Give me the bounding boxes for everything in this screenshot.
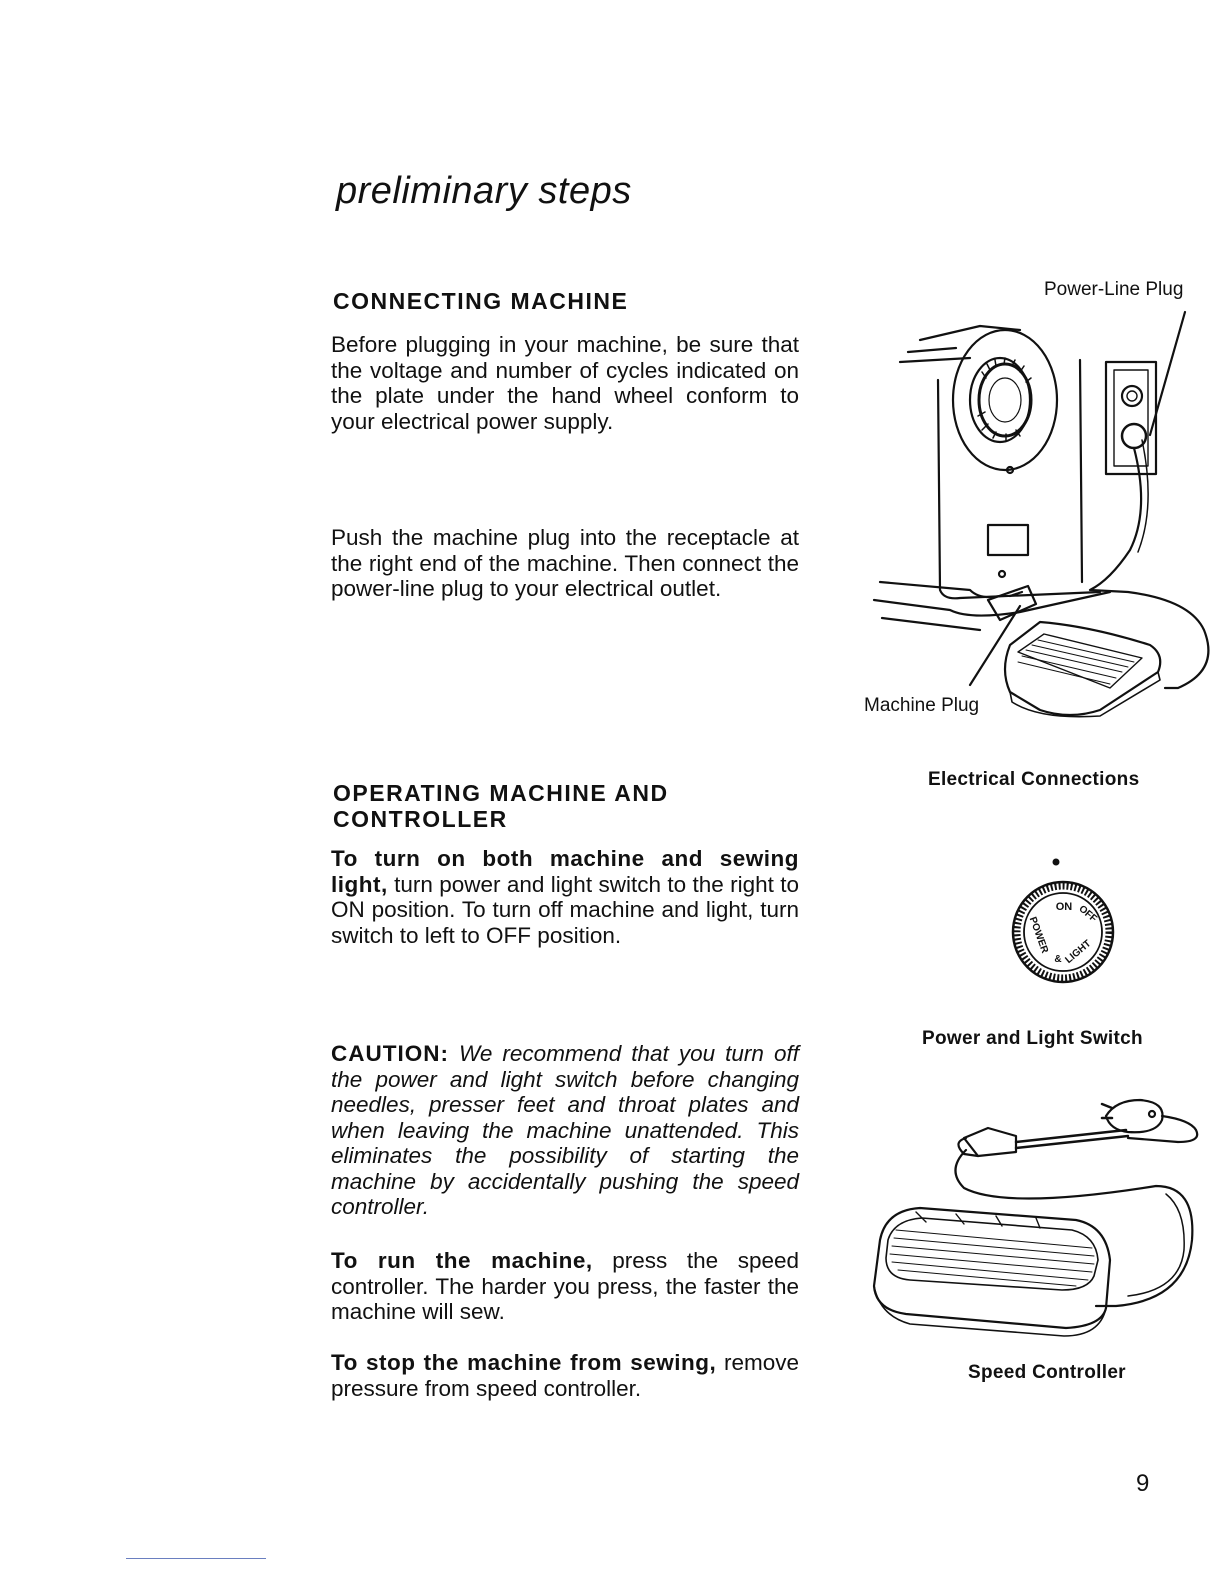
switch-label-power: POWER <box>1026 915 1050 955</box>
electrical-connections-illustration <box>860 300 1220 730</box>
run-para <box>331 1248 799 1325</box>
power-light-switch-illustration <box>1008 850 1118 990</box>
turn-on-para <box>331 846 799 948</box>
operating-heading-line1: OPERATING MACHINE AND <box>333 780 669 806</box>
run-text: press the speed controller. The harder you press, the faster the machine will sew. <box>331 1248 799 1324</box>
machine-arm <box>900 326 1020 362</box>
indicator-dot <box>1053 859 1060 866</box>
switch-label-amp: & <box>1054 954 1062 965</box>
nameplate <box>988 525 1028 555</box>
foot-controller-icon <box>874 1208 1110 1336</box>
foot-controller-icon <box>1005 622 1160 717</box>
turn-on-lead: To turn on both machine and sewing light, <box>331 846 799 897</box>
power-plug-icon <box>1102 1100 1197 1142</box>
switch-label-light: LIGHT <box>1063 938 1094 966</box>
stop-para <box>331 1350 799 1401</box>
connecting-para-plug: Push the machine plug into the receptacle at the right end of the machine. Then connect the power-line plug to your electrical outlet. <box>331 525 799 601</box>
caution-text: We recommend that you turn off the power and light switch before changing needles, presser feet and throat plates and when leaving the machine unattended. This eliminates the possibility of starting the machine by accidentally pushing the speed controller. <box>331 1041 799 1219</box>
controller-cord <box>955 1150 1192 1306</box>
callout-power-line-plug: Power-Line Plug <box>1044 279 1184 300</box>
switch-label-off: OFF <box>1076 903 1099 925</box>
machine-body <box>938 360 1100 598</box>
caption-speed-controller: Speed Controller <box>968 1362 1126 1383</box>
page-title: preliminary steps <box>336 170 632 212</box>
connecting-para-voltage: Before plugging in your machine, be sure that the voltage and number of cycles indicated on the plate under the hand wheel conform to your electrical power supply. <box>331 332 799 434</box>
stop-lead: To stop the machine from sewing, <box>331 1350 717 1375</box>
switch-label-on: ON <box>1055 901 1073 913</box>
stop-text: remove pressure from speed controller. <box>331 1350 800 1401</box>
footer-rule <box>126 1558 266 1559</box>
wall-outlet-icon <box>1106 362 1156 474</box>
power-cord <box>1090 448 1208 688</box>
run-lead: To run the machine, <box>331 1248 593 1273</box>
operating-heading-line2: CONTROLLER <box>333 806 508 832</box>
caption-electrical-connections: Electrical Connections <box>928 769 1140 790</box>
caption-power-light-switch: Power and Light Switch <box>922 1028 1143 1049</box>
caution-lead: CAUTION: <box>331 1041 449 1066</box>
cord-connector-icon <box>958 1128 1128 1156</box>
connecting-heading: CONNECTING MACHINE <box>333 288 629 314</box>
callout-machine-plug: Machine Plug <box>864 695 980 716</box>
switch-dial-icon <box>1013 882 1113 982</box>
callout-line-machine <box>970 606 1020 685</box>
operating-heading <box>333 780 669 832</box>
caution-para <box>331 1041 799 1220</box>
speed-controller-illustration <box>866 1090 1206 1340</box>
page-number: 9 <box>1136 1470 1150 1497</box>
turn-on-text: turn power and light switch to the right to ON position. To turn off machine and light, turn switch to left to OFF position. <box>331 871 799 948</box>
hand-wheel-icon <box>953 330 1057 470</box>
